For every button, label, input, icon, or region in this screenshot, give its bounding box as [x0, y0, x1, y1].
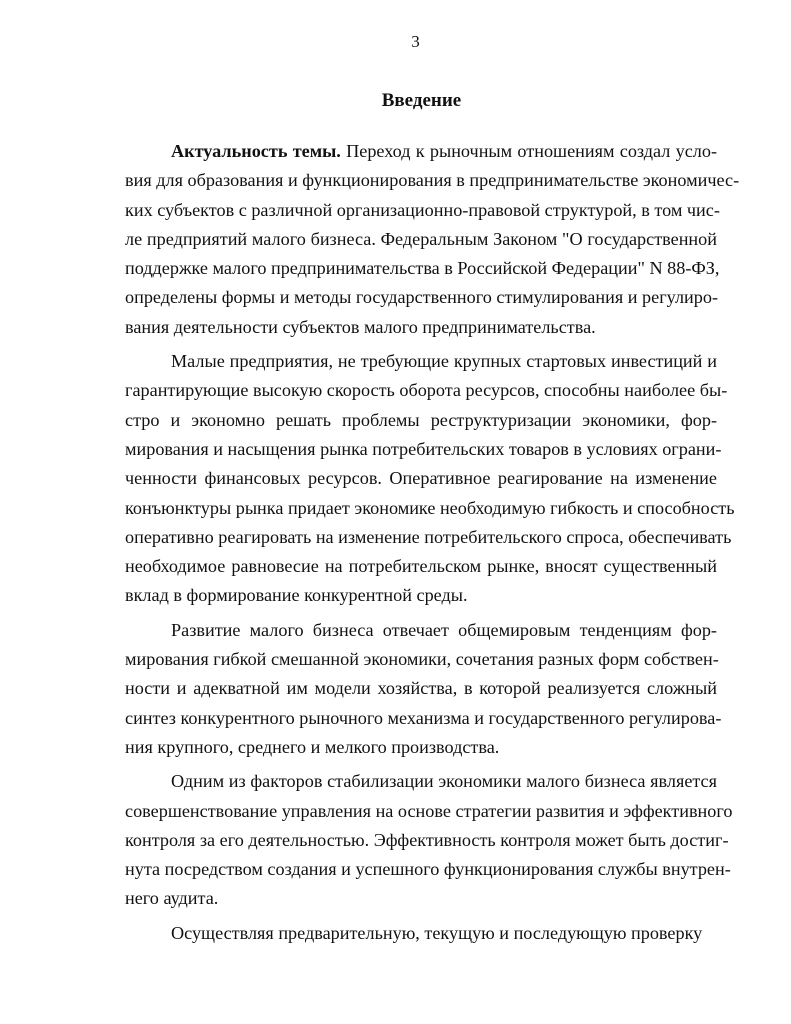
text-line — [125, 254, 720, 283]
paragraph — [125, 767, 733, 913]
text-line — [125, 494, 735, 523]
line-text: Одним из факторов стабилизации экономики малого бизнеса является — [171, 771, 717, 792]
text-line — [125, 137, 717, 166]
text-line — [125, 376, 728, 405]
text-line — [125, 581, 717, 610]
paragraph — [125, 919, 717, 948]
line-text: Развитие малого бизнеса отвечает общемировым тенденциям фор- — [171, 619, 717, 640]
text-line — [125, 674, 717, 703]
line-text: мирования и насыщения рынка потребительских товаров в условиях ограни- — [125, 438, 722, 459]
text-line — [125, 733, 717, 762]
paragraph — [125, 347, 735, 611]
line-text: Переход к рыночным отношениям создал усло- — [340, 141, 718, 161]
text-line — [125, 884, 717, 913]
line-text: него аудита. — [125, 888, 219, 909]
line-text: конъюнктуры рынка придает экономике необходимую гибкость и способность — [125, 497, 735, 518]
line-text: нута посредством создания и успешного функционирования службы внутрен- — [125, 859, 731, 880]
text-line — [125, 797, 733, 826]
line-text: ченности финансовых ресурсов. Оперативное реагирование на изменение — [125, 468, 717, 489]
line-text: синтез конкурентного рыночного механизма и государственного регулирова- — [125, 707, 722, 728]
text-line — [125, 166, 740, 195]
text-line — [125, 283, 717, 312]
line-text: оперативно реагировать на изменение потребительского спроса, обеспечивать — [125, 526, 732, 547]
line-text: поддержке малого предпринимательства в Российской Федерации" N 88-ФЗ, — [125, 258, 720, 279]
line-text: ких субъектов с различной организационно-правовой структурой, в том чис- — [125, 199, 720, 220]
line-text: стро и экономно решать проблемы реструктуризации экономики, фор- — [125, 409, 717, 430]
text-line — [125, 347, 717, 376]
line-text: ле предприятий малого бизнеса. Федеральным Законом "О государственной — [125, 228, 717, 249]
page-number: 3 — [411, 32, 420, 51]
paragraph — [125, 616, 722, 762]
line-text: контроля за его деятельностью. Эффективность контроля может быть достиг- — [125, 829, 729, 850]
line-text: совершенствование управления на основе стратегии развития и эффективного — [125, 800, 733, 821]
paragraph-lead: Актуальность темы. — [171, 141, 341, 161]
text-line — [125, 919, 717, 948]
line-text: определены формы и методы государственного стимулирования и регулиро- — [125, 287, 718, 308]
text-line — [125, 855, 731, 884]
line-text: необходимое равновесие на потребительском рынке, вносят существенный — [125, 556, 717, 577]
text-line — [125, 196, 720, 225]
line-text: вклад в формирование конкурентной среды. — [125, 585, 468, 606]
line-text: вия для образования и функционирования в предпринимательстве экономичес- — [125, 170, 740, 191]
section-title: Введение — [381, 90, 462, 111]
paragraph — [125, 137, 740, 342]
line-text: Малые предприятия, не требующие крупных стартовых инвестиций и — [171, 351, 717, 372]
line-text: ния крупного, среднего и мелкого производства. — [125, 736, 500, 757]
text-line — [125, 225, 717, 254]
text-line — [125, 616, 717, 645]
line-text: ности и адекватной им модели хозяйства, в которой реализуется сложный — [125, 678, 717, 699]
text-line — [125, 523, 732, 552]
text-line — [125, 406, 717, 435]
line-text: мирования гибкой смешанной экономики, сочетания разных форм собствен- — [125, 649, 719, 670]
line-text: гарантирующие высокую скорость оборота ресурсов, способны наиболее бы- — [125, 380, 728, 401]
text-line — [125, 435, 722, 464]
text-line — [125, 704, 722, 733]
text-line — [125, 464, 717, 493]
text-line — [125, 313, 717, 342]
line-text: Осуществляя предварительную, текущую и последующую проверку — [171, 922, 703, 943]
text-line — [125, 645, 717, 674]
text-line — [125, 767, 717, 796]
body-text — [125, 137, 740, 953]
line-text: вания деятельности субъектов малого предпринимательства. — [125, 316, 596, 337]
text-line — [125, 826, 729, 855]
text-line — [125, 552, 717, 581]
